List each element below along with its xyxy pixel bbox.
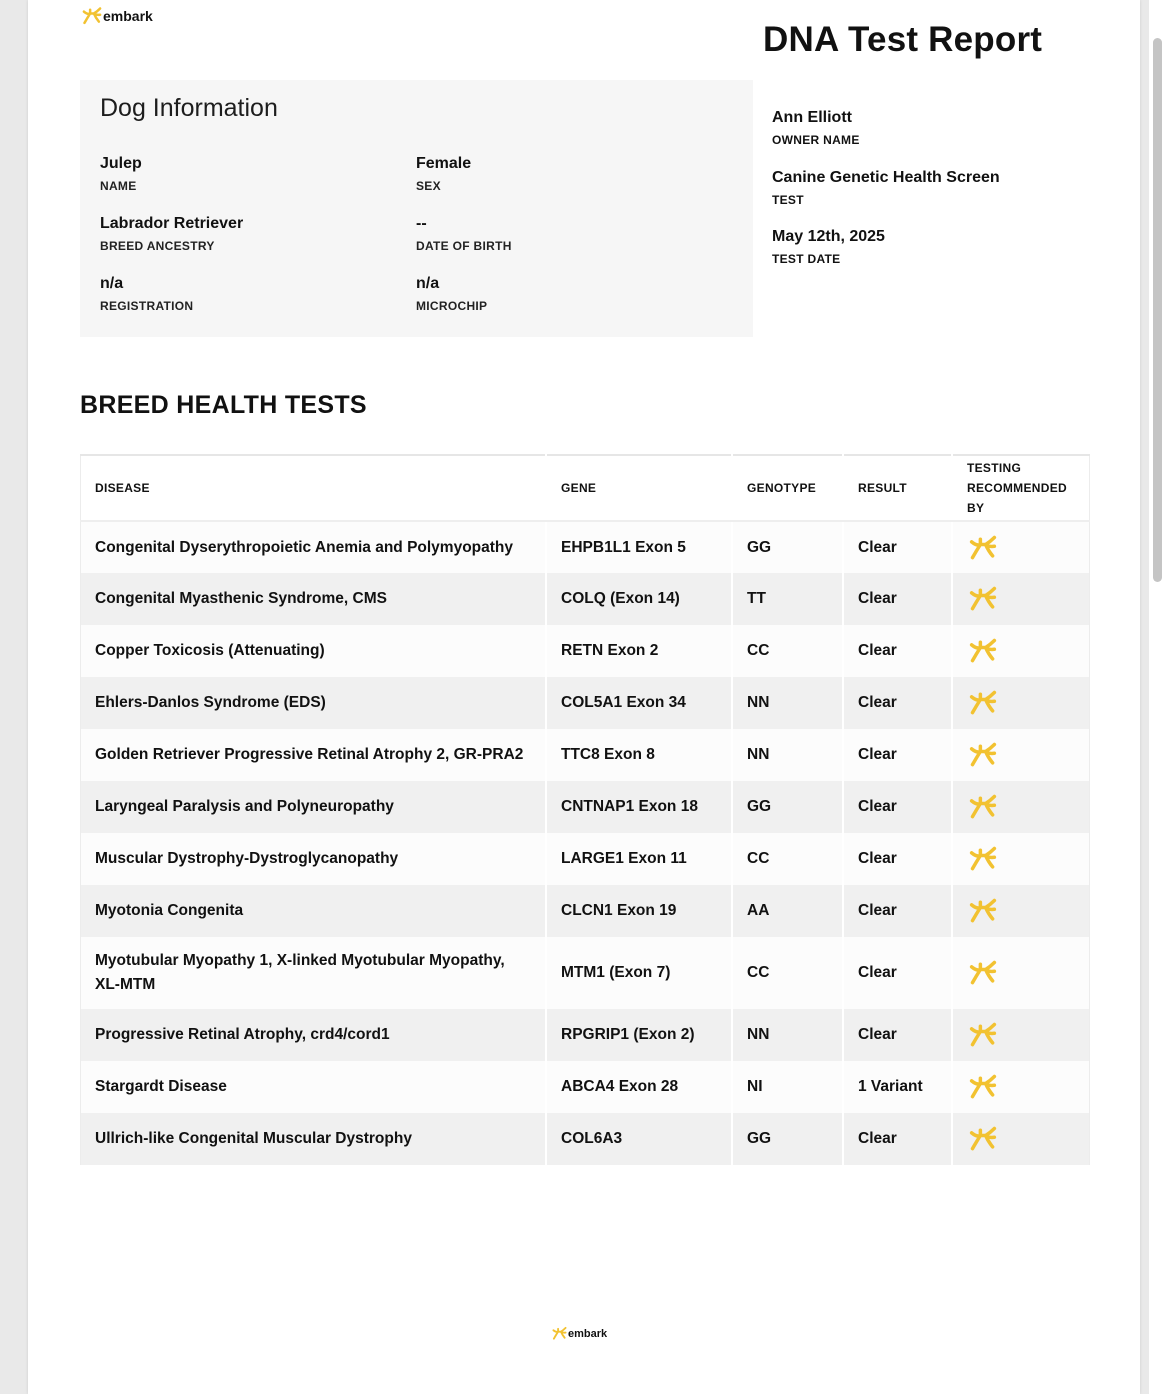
cell-genotype: GG	[732, 781, 843, 833]
embark-dog-icon	[967, 845, 1075, 873]
embark-dog-icon	[552, 1326, 567, 1341]
microchip-field	[416, 273, 487, 313]
cell-gene: ABCA4 Exon 28	[546, 1061, 732, 1113]
cell-disease: Stargardt Disease	[81, 1061, 547, 1113]
dog-sex-value: Female	[416, 155, 472, 172]
breed-value: Labrador Retriever	[100, 215, 244, 232]
header-recommended	[952, 455, 1090, 521]
registration-field	[100, 273, 193, 313]
microchip-value: n/a	[416, 275, 440, 292]
embark-dog-icon	[967, 534, 1075, 562]
cell-recommended	[952, 1113, 1090, 1165]
registration-value: n/a	[100, 275, 124, 292]
cell-disease: Copper Toxicosis (Attenuating)	[81, 625, 547, 677]
table-header-row	[81, 455, 1090, 521]
cell-recommended	[952, 573, 1090, 625]
dog-sex-field	[416, 153, 471, 193]
embark-dog-icon	[967, 959, 1075, 987]
cell-gene: COL5A1 Exon 34	[546, 677, 732, 729]
cell-genotype: GG	[732, 521, 843, 573]
cell-genotype: GG	[732, 1113, 843, 1165]
table-row	[81, 833, 1090, 885]
dog-name-label: NAME	[100, 179, 137, 193]
cell-recommended	[952, 521, 1090, 573]
cell-recommended	[952, 833, 1090, 885]
embark-dog-icon	[967, 1073, 1075, 1101]
dob-field	[416, 213, 512, 253]
cell-recommended	[952, 1061, 1090, 1113]
dog-sex-label: SEX	[416, 179, 441, 193]
cell-result: Clear	[843, 1113, 952, 1165]
scrollbar-thumb[interactable]	[1153, 38, 1162, 582]
cell-disease: Laryngeal Paralysis and Polyneuropathy	[81, 781, 547, 833]
registration-label: REGISTRATION	[100, 299, 194, 313]
header-recommended-line1: TESTING	[967, 461, 1022, 475]
table-row	[81, 573, 1090, 625]
dog-name-value: Julep	[100, 155, 142, 172]
table-row	[81, 937, 1090, 1009]
test-field	[772, 167, 1000, 207]
table-row	[81, 729, 1090, 781]
cell-gene: CNTNAP1 Exon 18	[546, 781, 732, 833]
dog-information-card	[80, 80, 753, 337]
cell-gene: LARGE1 Exon 11	[546, 833, 732, 885]
cell-result: Clear	[843, 833, 952, 885]
embark-dog-icon	[967, 1021, 1075, 1049]
cell-disease: Golden Retriever Progressive Retinal Atrophy 2, GR-PRA2	[81, 729, 547, 781]
header-disease: DISEASE	[81, 455, 547, 521]
owner-value: Ann Elliott	[772, 109, 852, 126]
table-row	[81, 781, 1090, 833]
owner-field	[772, 107, 860, 147]
dog-name-field	[100, 153, 142, 193]
table-row	[81, 1009, 1090, 1061]
cell-result: Clear	[843, 521, 952, 573]
test-label: TEST	[772, 193, 804, 207]
cell-genotype: CC	[732, 833, 843, 885]
cell-genotype: NN	[732, 1009, 843, 1061]
cell-recommended	[952, 781, 1090, 833]
table-row	[81, 521, 1090, 573]
cell-genotype: NN	[732, 677, 843, 729]
cell-genotype: TT	[732, 573, 843, 625]
table-row	[81, 677, 1090, 729]
header-recommended-line2: RECOMMENDED BY	[967, 481, 1067, 515]
cell-gene: CLCN1 Exon 19	[546, 885, 732, 937]
cell-result: Clear	[843, 937, 952, 1009]
cell-result: Clear	[843, 625, 952, 677]
test-date-label: TEST DATE	[772, 252, 841, 266]
cell-gene: COLQ (Exon 14)	[546, 573, 732, 625]
cell-disease: Ullrich-like Congenital Muscular Dystrophy	[81, 1113, 547, 1165]
report-title: DNA Test Report	[763, 20, 1043, 59]
embark-dog-icon	[967, 585, 1075, 613]
cell-disease: Congenital Dyserythropoietic Anemia and Polymyopathy	[81, 521, 547, 573]
cell-gene: EHPB1L1 Exon 5	[546, 521, 732, 573]
breed-label: BREED ANCESTRY	[100, 239, 215, 253]
cell-gene: MTM1 (Exon 7)	[546, 937, 732, 1009]
embark-footer-logo	[552, 1326, 607, 1341]
table-row	[81, 1113, 1090, 1165]
footer-brand-name: embark	[568, 1327, 608, 1340]
cell-disease: Congenital Myasthenic Syndrome, CMS	[81, 573, 547, 625]
embark-dog-icon	[967, 741, 1075, 769]
cell-gene: COL6A3	[546, 1113, 732, 1165]
cell-disease: Ehlers-Danlos Syndrome (EDS)	[81, 677, 547, 729]
cell-gene: TTC8 Exon 8	[546, 729, 732, 781]
cell-genotype: NN	[732, 729, 843, 781]
table-row	[81, 625, 1090, 677]
breed-field	[100, 213, 243, 253]
embark-dog-icon	[967, 897, 1075, 925]
cell-recommended	[952, 625, 1090, 677]
health-tests-table	[80, 454, 1090, 1165]
embark-dog-icon	[82, 6, 102, 26]
cell-recommended	[952, 1009, 1090, 1061]
cell-result: Clear	[843, 781, 952, 833]
cell-gene: RETN Exon 2	[546, 625, 732, 677]
microchip-label: MICROCHIP	[416, 299, 488, 313]
test-date-value: May 12th, 2025	[772, 228, 885, 245]
test-value: Canine Genetic Health Screen	[772, 169, 1000, 186]
cell-disease: Progressive Retinal Atrophy, crd4/cord1	[81, 1009, 547, 1061]
embark-logo	[82, 6, 153, 26]
cell-result: 1 Variant	[843, 1061, 952, 1113]
owner-label: OWNER NAME	[772, 133, 860, 147]
cell-result: Clear	[843, 677, 952, 729]
section-title: BREED HEALTH TESTS	[80, 391, 367, 419]
embark-dog-icon	[967, 689, 1075, 717]
card-title: Dog Information	[100, 94, 278, 122]
cell-recommended	[952, 729, 1090, 781]
embark-dog-icon	[967, 1125, 1075, 1153]
dob-value: --	[416, 215, 427, 232]
embark-dog-icon	[967, 793, 1075, 821]
embark-dog-icon	[967, 637, 1075, 665]
cell-genotype: AA	[732, 885, 843, 937]
header-gene: GENE	[546, 455, 732, 521]
cell-recommended	[952, 885, 1090, 937]
cell-result: Clear	[843, 1009, 952, 1061]
cell-gene: RPGRIP1 (Exon 2)	[546, 1009, 732, 1061]
cell-genotype: CC	[732, 625, 843, 677]
header-result: RESULT	[843, 455, 952, 521]
table-row	[81, 1061, 1090, 1113]
table-row	[81, 885, 1090, 937]
cell-recommended	[952, 677, 1090, 729]
cell-genotype: NI	[732, 1061, 843, 1113]
cell-recommended	[952, 937, 1090, 1009]
cell-disease: Myotonia Congenita	[81, 885, 547, 937]
cell-result: Clear	[843, 729, 952, 781]
header-genotype: GENOTYPE	[732, 455, 843, 521]
cell-result: Clear	[843, 573, 952, 625]
cell-genotype: CC	[732, 937, 843, 1009]
cell-disease: Myotubular Myopathy 1, X-linked Myotubular Myopathy, XL-MTM	[81, 937, 547, 1009]
brand-name: embark	[103, 8, 153, 24]
test-date-field	[772, 226, 885, 266]
cell-result: Clear	[843, 885, 952, 937]
cell-disease: Muscular Dystrophy-Dystroglycanopathy	[81, 833, 547, 885]
dob-label: DATE OF BIRTH	[416, 239, 512, 253]
